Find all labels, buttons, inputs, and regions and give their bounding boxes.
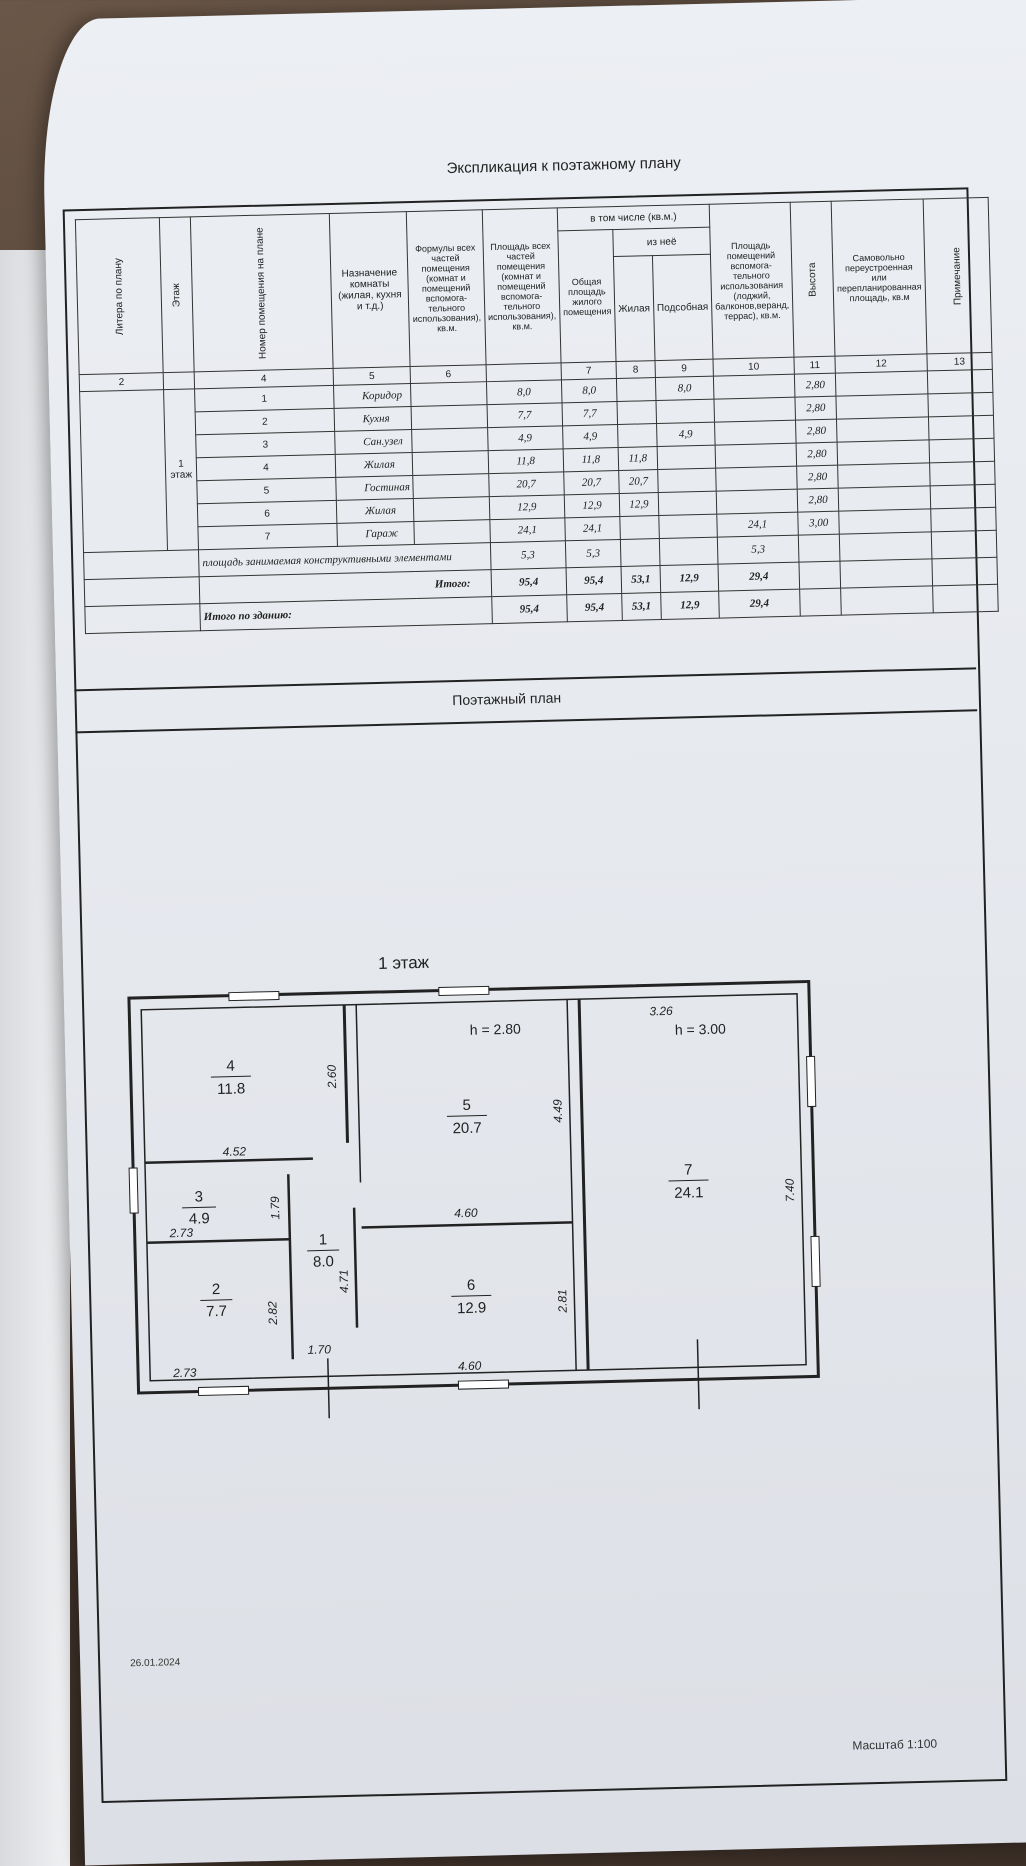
wall — [145, 1159, 313, 1163]
svg-text:4.60: 4.60 — [454, 1205, 478, 1221]
column-numbers-row: 2 4 5 6 7 8 9 10 11 12 13 — [79, 352, 992, 391]
room-3 — [182, 1188, 217, 1228]
svg-text:1.79: 1.79 — [267, 1196, 283, 1220]
svg-text:1: 1 — [318, 1231, 328, 1249]
window — [129, 1168, 138, 1213]
inner-wall — [141, 994, 806, 1381]
table-row: 4 Жилая 11,8 11,8 11,8 2,80 — [81, 438, 994, 483]
svg-text:2: 2 — [211, 1280, 221, 1299]
col-group: в том числе (кв.м.) — [557, 204, 710, 231]
wall — [147, 1239, 290, 1242]
document-date: 26.01.2024 — [130, 1657, 181, 1670]
col-total-living: Общая площадь жилого помещения — [558, 230, 616, 363]
room-7 — [668, 1161, 709, 1202]
col-room-number: Номер помещения на плане — [190, 213, 332, 371]
col-formulas: Формулы всех частей помещения (комнат и помещений вспомога-тельного использования), кв.м. — [407, 210, 486, 367]
svg-text:2.82: 2.82 — [265, 1301, 280, 1325]
floor-plan — [118, 936, 849, 1423]
room-6 — [451, 1276, 492, 1317]
struct-row: площадь занимаемая конструктивными элементами 5,3 5,3 5,3 — [84, 530, 997, 579]
svg-text:1.70: 1.70 — [307, 1342, 332, 1357]
dimensions — [163, 1001, 801, 1380]
svg-text:4.9: 4.9 — [188, 1210, 210, 1228]
wall — [344, 1005, 347, 1143]
window — [229, 991, 279, 1000]
svg-text:11.8: 11.8 — [216, 1080, 246, 1098]
col-veranda: Площадь помещений вспомога-тельного использования (лоджий, балконов,веранд, террас), кв.м. — [709, 202, 794, 359]
svg-text:4: 4 — [226, 1057, 235, 1075]
height-label: h = 2.80 — [469, 1020, 521, 1038]
svg-text:12.9: 12.9 — [456, 1299, 487, 1318]
window — [458, 1380, 508, 1389]
wall — [362, 1222, 573, 1227]
col-area-all: Площадь всех частей помещения (комнат и помещений вспомога-тельного использования), кв.м. — [482, 208, 561, 365]
table-row: 2 Кухня 7,7 7,7 2,80 — [80, 392, 993, 437]
svg-text:24.1: 24.1 — [674, 1184, 704, 1202]
svg-text:4.49: 4.49 — [550, 1099, 566, 1123]
svg-text:2.81: 2.81 — [555, 1289, 570, 1313]
svg-text:4.60: 4.60 — [457, 1358, 482, 1374]
room-2 — [200, 1281, 233, 1321]
outer-wall — [129, 982, 818, 1393]
window — [807, 1056, 816, 1106]
garage-wall — [579, 999, 588, 1370]
table-row: 7 Гараж 24,1 24,1 24,1 3,00 — [83, 507, 996, 552]
col-purpose: Назначение комнаты (жилая, кухня и т.д.) — [329, 212, 410, 369]
scale-label: Масштаб 1:100 — [852, 1736, 938, 1753]
svg-text:6: 6 — [466, 1276, 476, 1294]
col-floor: Этаж — [160, 217, 195, 373]
table-row: 6 Жилая 12,9 12,9 12,9 2,80 — [82, 484, 995, 529]
svg-text:7.7: 7.7 — [205, 1302, 228, 1321]
svg-text:7.40: 7.40 — [782, 1178, 798, 1203]
col-living: Жилая — [614, 256, 655, 362]
col-litera: Литера по плану — [75, 218, 163, 375]
room-5 — [446, 1096, 487, 1137]
window — [811, 1236, 820, 1286]
window — [439, 986, 489, 995]
svg-text:2.60: 2.60 — [324, 1064, 340, 1089]
height-label: h = 3.00 — [674, 1020, 727, 1038]
svg-text:3.26: 3.26 — [649, 1003, 673, 1019]
table-row: 1 этаж 1 Коридор 8,0 8,0 8,0 2,80 — [80, 369, 993, 414]
col-sub: из неё — [613, 227, 711, 256]
col-note: Примечание — [923, 197, 992, 354]
plan-floor-label: 1 этаж — [377, 952, 430, 974]
plan-subtitle: Поэтажный план — [452, 689, 562, 709]
table-row: 5 Гостиная 20,7 20,7 20,7 2,80 — [82, 461, 995, 506]
svg-text:2.73: 2.73 — [169, 1225, 194, 1241]
svg-text:7: 7 — [683, 1161, 693, 1179]
table-row: 3 Сан.узел 4,9 4,9 4,9 2,80 — [81, 415, 994, 460]
grand-total-row: Итого по зданию: 95,4 95,4 53,1 12,9 29,4 — [85, 584, 998, 633]
wall — [354, 1208, 357, 1328]
entrance-mark — [697, 1339, 699, 1409]
window — [198, 1386, 248, 1395]
svg-text:4.71: 4.71 — [336, 1269, 352, 1294]
svg-text:3: 3 — [194, 1188, 204, 1206]
col-unauthorized: Самовольно переустроенная или перепланированная площадь, кв.м — [831, 199, 926, 356]
wall — [288, 1174, 293, 1359]
col-height: Высота — [790, 201, 835, 357]
entrance-mark — [328, 1358, 329, 1418]
svg-text:8.0: 8.0 — [312, 1253, 335, 1271]
explication-title: Экспликация к поэтажному плану — [446, 154, 681, 178]
explication-table — [75, 197, 999, 634]
room-1 — [307, 1231, 340, 1271]
room-4 — [210, 1057, 251, 1098]
svg-text:5: 5 — [462, 1096, 472, 1114]
floor-cell: 1 этаж — [164, 389, 199, 551]
col-auxiliary: Подсобная — [652, 254, 713, 360]
svg-text:20.7: 20.7 — [452, 1119, 483, 1138]
svg-text:4.52: 4.52 — [222, 1144, 247, 1159]
document-sheet — [40, 0, 1026, 1865]
svg-text:2.73: 2.73 — [172, 1365, 197, 1381]
sum-row: Итого: 95,4 95,4 53,1 12,9 29,4 — [84, 557, 997, 606]
